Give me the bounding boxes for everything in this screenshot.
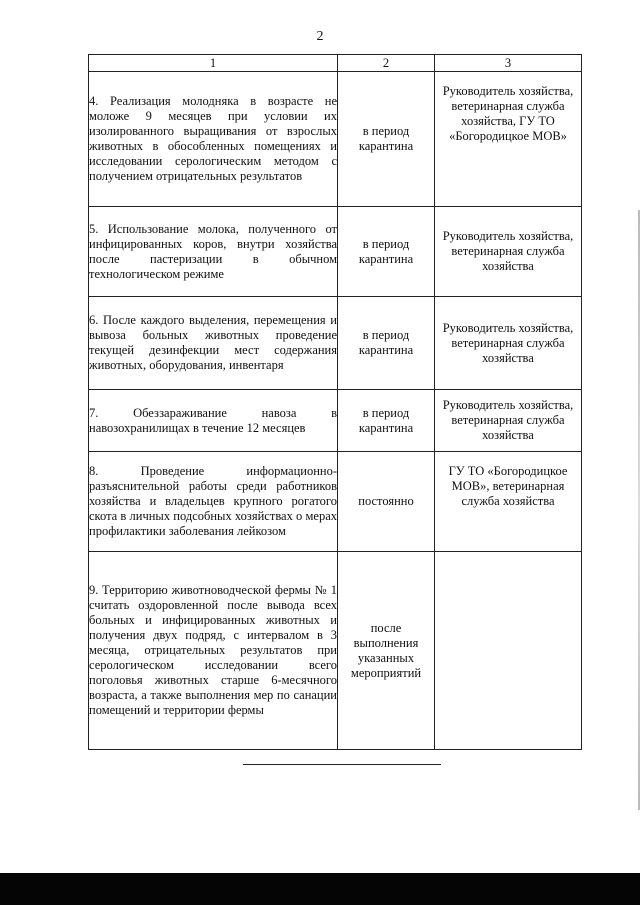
table-header-row [89, 55, 582, 72]
measure-cell: 6. После каждого выделения, перемещения и вывоза больных животных проведение текущей дезинфекции мест содержания животных, оборудования, инвентаря [89, 297, 338, 390]
header-col-1: 1 [89, 55, 338, 72]
table-row [89, 297, 582, 390]
period-cell: в период карантина [338, 72, 435, 207]
measure-cell: 5. Использование молока, полученного от инфицированных коров, внутри хозяйства после пастеризации в обычном технологическом режиме [89, 207, 338, 297]
table-row [89, 72, 582, 207]
responsible-cell: Руководитель хозяйства, ветеринарная служба хозяйства [435, 297, 582, 390]
measures-table [88, 54, 582, 750]
measure-cell: 4. Реализация молодняка в возрасте не моложе 9 месяцев при условии их изолированного выращивания от взрослых животных в обособленных помещениях и исследовании серологическим методом с получением отрицательных результатов [89, 72, 338, 207]
header-col-3: 3 [435, 55, 582, 72]
measure-cell: 8. Проведение информационно-разъяснительной работы среди работников хозяйства и владельцев крупного рогатого скота в личных подсобных хозяйствах о мерах профилактики заболевания лейкозом [89, 452, 338, 552]
measure-cell: 7. Обеззараживание навоза в навозохранилищах в течение 12 месяцев [89, 390, 338, 452]
measure-cell: 9. Территорию животноводческой фермы № 1 считать оздоровленной после вывода всех больных и инфицированных животных и получения двух подряд, с интервалом в 3 месяца, отрицательных результатов при серологическом исследовании всего поголовья животных старше 6-месячного возраста, а также выполнения мер по санации помещений и территории фермы [89, 552, 338, 750]
table-row [89, 552, 582, 750]
responsible-cell: Руководитель хозяйства, ветеринарная служба хозяйства, ГУ ТО «Богородицкое МОВ» [435, 72, 582, 207]
header-col-2: 2 [338, 55, 435, 72]
page-number: 2 [316, 29, 324, 44]
responsible-cell: Руководитель хозяйства, ветеринарная служба хозяйства [435, 207, 582, 297]
responsible-cell: ГУ ТО «Богородицкое МОВ», ветеринарная служба хозяйства [435, 452, 582, 552]
period-cell: после выполнения указанных мероприятий [338, 552, 435, 750]
closing-rule-line [243, 764, 441, 765]
period-cell: в период карантина [338, 207, 435, 297]
responsible-cell [435, 552, 582, 750]
table-row [89, 452, 582, 552]
responsible-cell: Руководитель хозяйства, ветеринарная служба хозяйства [435, 390, 582, 452]
period-cell: в период карантина [338, 390, 435, 452]
period-cell: постоянно [338, 452, 435, 552]
period-cell: в период карантина [338, 297, 435, 390]
scan-bottom-band [0, 873, 640, 905]
table-row [89, 207, 582, 297]
table-row [89, 390, 582, 452]
